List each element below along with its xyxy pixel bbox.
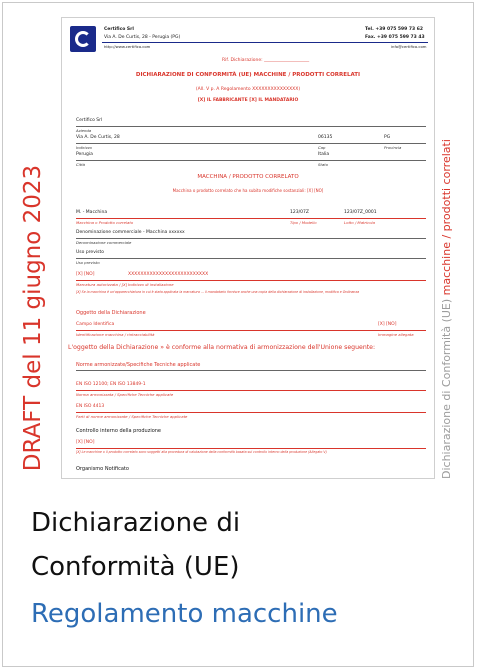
doc-denom-label: Denominazione commerciale	[76, 240, 132, 245]
doc-main-title: DICHIARAZIONE DI CONFORMITÀ (UE) MACCHINE / PRODOTTI CORRELATI	[135, 72, 361, 78]
doc-company: Certifico Srl	[104, 27, 134, 32]
doc-xmark-note: [X] Se la macchina è un'apparecchiatura in cui è stata applicata la marcatura ... il mandatario fornisce anche una copia della dichiarazione di installazione, modifica e Ordinanza	[76, 290, 360, 294]
doc-m-lot: 123/07Z_0001	[344, 210, 377, 215]
side-caption-red: macchine / prodotti correlati	[440, 139, 453, 296]
doc-m-model-label: Tipo / Modello	[290, 220, 317, 225]
doc-uso-label: Uso previsto	[76, 260, 100, 265]
doc-statement: L'oggetto della Dichiarazione » è conforme alla normativa di armonizzazione dell'Unione seguente:	[68, 344, 376, 351]
doc-firm-street: Via A. De Curtis, 28	[76, 135, 120, 140]
side-caption-grey: Dichiarazione di Conformità (UE)	[440, 295, 453, 479]
doc-campo-label: Identificazione macchina / rintracciabilità	[76, 332, 155, 337]
doc-controllo: Controllo interno della produzione	[76, 428, 162, 434]
doc-firm-prov-label: Provincia	[384, 145, 402, 150]
doc-machine-title: MACCHINA / PRODOTTO CORRELATO	[197, 174, 299, 180]
doc-m-name: M. - Macchina	[76, 210, 108, 215]
doc-firm-cap: 06135	[318, 135, 333, 140]
doc-sub-title: (All. V p. A Regolamento XXXXXXXXXXXXXXX)	[195, 87, 301, 92]
certifico-logo	[70, 26, 96, 52]
draft-label	[13, 153, 53, 483]
doc-firm-name-label: Azienda	[76, 128, 92, 133]
doc-en1-label: Norma armonizzata / Specifiche Tecniche applicate	[76, 392, 174, 397]
doc-firm-street-label: Indirizzo	[76, 145, 92, 150]
doc-controllo-note: [X] Le macchine o il prodotto correlato sono soggetti alla procedura di valutazione della conformità basata sul controllo interno della produzione (Allegato V)	[76, 450, 327, 454]
doc-fax: Fax. +39 075 599 73 43	[365, 35, 425, 40]
doc-email: info@certifico.com	[391, 44, 427, 49]
side-caption-right	[435, 59, 459, 479]
doc-campo-right-label: Immagine allegata	[378, 332, 414, 337]
doc-website: http://www.certifico.com	[104, 44, 151, 49]
doc-organismo: Organismo Notificato	[76, 466, 129, 472]
doc-firm-cap-label: Cap	[318, 145, 326, 150]
doc-m-model: 123/07Z	[290, 210, 309, 215]
doc-firm-country: Italia	[318, 152, 330, 157]
title-line-2: Conformità (UE)	[31, 552, 240, 582]
doc-campo: Campo Identifica	[76, 322, 115, 327]
document-preview	[61, 17, 435, 479]
card[interactable]	[2, 2, 474, 667]
doc-rif: Rif. Dichiarazione: ____________________	[222, 58, 310, 63]
doc-xmark-label2: Indirizzo di installazione	[128, 282, 174, 287]
doc-xmark: [X] [NO]	[76, 272, 95, 277]
draft-text: DRAFT del 11 giugno 2023	[20, 164, 46, 472]
doc-campo-right: [X] [NO]	[378, 322, 397, 327]
doc-m-lot-label: Lotto / Matricola	[344, 220, 375, 225]
doc-address: Via A. De Curtis, 28 - Perugia (PG)	[104, 35, 181, 40]
doc-norme: Norme armonizzate/Specifiche Tecniche applicate	[76, 362, 201, 368]
doc-tel: Tel. +39 075 599 73 62	[365, 27, 423, 32]
doc-firm-prov: PG	[384, 135, 391, 140]
doc-xmark-value: XXXXXXXXXXXXXXXXXXXXXXXXXX	[128, 272, 209, 277]
doc-oggetto: Oggetto della Dichiarazione	[76, 310, 146, 316]
doc-en2-label: Parti di norme armonizzate / Specifiche Tecniche applicate	[76, 414, 188, 419]
doc-m-name-label: Macchina o Prodotto correlato	[76, 220, 134, 225]
doc-uso: Uso previsto	[76, 250, 104, 255]
doc-checks: [X] IL FABBRICANTE [X] IL MANDATARIO	[197, 98, 299, 103]
title-line-1: Dichiarazione di	[31, 508, 241, 538]
doc-denom: Denominazione commerciale - Macchina xxxxxx	[76, 230, 185, 235]
doc-firm-name: Certifico Srl	[76, 118, 103, 123]
doc-en2: EN ISO 4413	[76, 404, 105, 409]
doc-machine-sub: Macchina o prodotto correlato che ha subito modifiche sostanziali: [X] [NO]	[172, 188, 324, 193]
doc-firm-city: Perugia	[76, 152, 93, 157]
doc-controllo-mark: [X] [NO]	[76, 440, 95, 445]
doc-xmark-label1: Marcatura autorizzata / [X]	[76, 282, 128, 287]
doc-firm-city-label: Città	[76, 162, 86, 167]
title-line-3: Regolamento macchine	[31, 599, 338, 629]
doc-firm-country-label: Stato	[318, 162, 329, 167]
doc-en1: EN ISO 12100; EN ISO 13849-1	[76, 382, 146, 387]
